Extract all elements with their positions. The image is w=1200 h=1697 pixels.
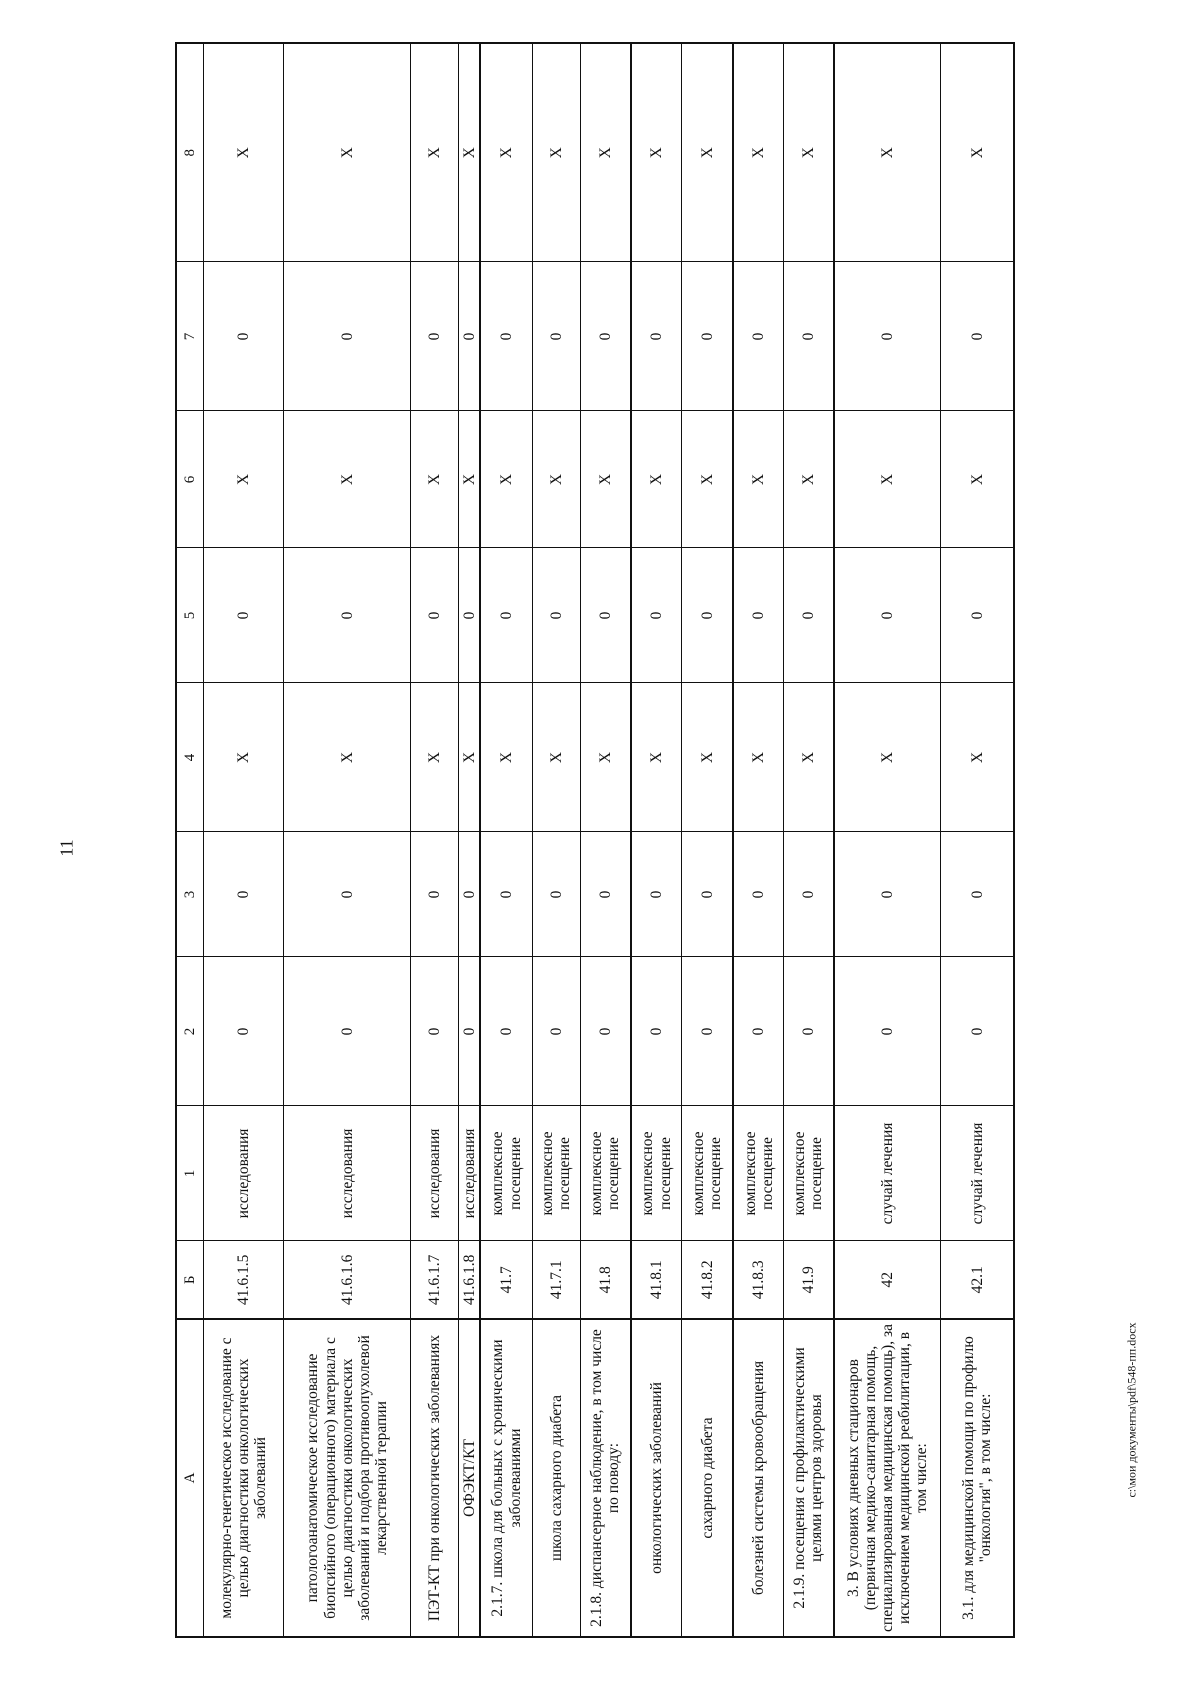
- unit-cell: исследования: [459, 1106, 480, 1241]
- value-cell-3: 0: [480, 832, 532, 957]
- code-cell: 41.8: [580, 1241, 630, 1319]
- table-row: [580, 43, 630, 1637]
- unit-cell: комплексное посещение: [783, 1106, 833, 1241]
- name-cell: болезней системы кровообращения: [733, 1319, 783, 1637]
- header-cell: 2: [176, 957, 203, 1106]
- value-cell-7: 0: [411, 262, 459, 411]
- header-cell: 3: [176, 832, 203, 957]
- value-cell-8: X: [631, 43, 682, 262]
- value-cell-4: X: [480, 683, 532, 832]
- header-cell: 4: [176, 683, 203, 832]
- page-number: 11: [56, 839, 77, 857]
- code-cell: 42: [834, 1241, 941, 1319]
- value-cell-3: 0: [941, 832, 1014, 957]
- value-cell-8: X: [283, 43, 411, 262]
- table-row: [834, 43, 941, 1637]
- value-cell-8: X: [203, 43, 283, 262]
- value-cell-4: X: [783, 683, 833, 832]
- value-cell-5: 0: [411, 548, 459, 683]
- value-cell-5: 0: [203, 548, 283, 683]
- value-cell-3: 0: [580, 832, 630, 957]
- value-cell-5: 0: [941, 548, 1014, 683]
- value-cell-3: 0: [783, 832, 833, 957]
- value-cell-6: X: [459, 411, 480, 548]
- value-cell-8: X: [682, 43, 733, 262]
- table-row: [459, 43, 480, 1637]
- data-table: [175, 42, 1015, 1638]
- value-cell-4: X: [203, 683, 283, 832]
- value-cell-4: X: [682, 683, 733, 832]
- value-cell-7: 0: [631, 262, 682, 411]
- value-cell-2: 0: [411, 957, 459, 1106]
- value-cell-4: X: [411, 683, 459, 832]
- value-cell-6: X: [682, 411, 733, 548]
- value-cell-8: X: [411, 43, 459, 262]
- header-row: [176, 43, 203, 1637]
- header-cell: 8: [176, 43, 203, 262]
- name-cell: 3. В условиях дневных стационаров (первичная медико-санитарная помощь, специализированная медицинская помощь), за исключением медицинской реабилитации, в том числе:: [834, 1319, 941, 1637]
- name-cell: школа сахарного диабета: [533, 1319, 581, 1637]
- name-cell: сахарного диабета: [682, 1319, 733, 1637]
- value-cell-2: 0: [783, 957, 833, 1106]
- value-cell-3: 0: [834, 832, 941, 957]
- value-cell-4: X: [533, 683, 581, 832]
- value-cell-6: X: [834, 411, 941, 548]
- value-cell-5: 0: [631, 548, 682, 683]
- header-cell: А: [176, 1319, 203, 1637]
- value-cell-3: 0: [411, 832, 459, 957]
- name-cell: 3.1. для медицинской помощи по профилю "онкология", в том числе:: [941, 1319, 1014, 1637]
- table-row: [283, 43, 411, 1637]
- header-cell: 7: [176, 262, 203, 411]
- value-cell-6: X: [480, 411, 532, 548]
- value-cell-5: 0: [533, 548, 581, 683]
- code-cell: 41.8.2: [682, 1241, 733, 1319]
- header-cell: 6: [176, 411, 203, 548]
- table-row: [783, 43, 833, 1637]
- value-cell-6: X: [411, 411, 459, 548]
- value-cell-7: 0: [459, 262, 480, 411]
- footer-file-path: c:\мои документы\pdf\548-пп.docx: [1124, 1322, 1139, 1498]
- value-cell-7: 0: [733, 262, 783, 411]
- value-cell-4: X: [283, 683, 411, 832]
- value-cell-2: 0: [580, 957, 630, 1106]
- value-cell-3: 0: [533, 832, 581, 957]
- value-cell-3: 0: [682, 832, 733, 957]
- unit-cell: комплексное посещение: [533, 1106, 581, 1241]
- name-cell: онкологических заболеваний: [631, 1319, 682, 1637]
- value-cell-3: 0: [283, 832, 411, 957]
- value-cell-2: 0: [631, 957, 682, 1106]
- value-cell-3: 0: [631, 832, 682, 957]
- value-cell-2: 0: [459, 957, 480, 1106]
- value-cell-6: X: [941, 411, 1014, 548]
- unit-cell: комплексное посещение: [580, 1106, 630, 1241]
- name-cell: 2.1.8. диспансерное наблюдение, в том числе по поводу:: [580, 1319, 630, 1637]
- value-cell-2: 0: [682, 957, 733, 1106]
- value-cell-6: X: [533, 411, 581, 548]
- code-cell: 41.6.1.8: [459, 1241, 480, 1319]
- rotated-table-wrapper: [175, 44, 1015, 1638]
- value-cell-2: 0: [480, 957, 532, 1106]
- value-cell-5: 0: [783, 548, 833, 683]
- value-cell-6: X: [631, 411, 682, 548]
- name-cell: патологоанатомическое исследование биопсийного (операционного) материала с целью диагностики онкологических заболеваний и подбора противоопухолевой лекарственной терапии: [283, 1319, 411, 1637]
- value-cell-8: X: [834, 43, 941, 262]
- value-cell-3: 0: [733, 832, 783, 957]
- value-cell-8: X: [941, 43, 1014, 262]
- value-cell-7: 0: [682, 262, 733, 411]
- name-cell: 2.1.9. посещения с профилактическими целями центров здоровья: [783, 1319, 833, 1637]
- unit-cell: комплексное посещение: [631, 1106, 682, 1241]
- value-cell-4: X: [580, 683, 630, 832]
- table-row: [682, 43, 733, 1637]
- value-cell-8: X: [783, 43, 833, 262]
- code-cell: 41.6.1.5: [203, 1241, 283, 1319]
- name-cell: ПЭТ-КТ при онкологических заболеваниях: [411, 1319, 459, 1637]
- value-cell-2: 0: [283, 957, 411, 1106]
- value-cell-4: X: [733, 683, 783, 832]
- value-cell-7: 0: [533, 262, 581, 411]
- value-cell-5: 0: [480, 548, 532, 683]
- table-row: [533, 43, 581, 1637]
- value-cell-8: X: [580, 43, 630, 262]
- code-cell: 42.1: [941, 1241, 1014, 1319]
- unit-cell: комплексное посещение: [682, 1106, 733, 1241]
- value-cell-5: 0: [459, 548, 480, 683]
- value-cell-3: 0: [203, 832, 283, 957]
- table-row: [411, 43, 459, 1637]
- value-cell-6: X: [783, 411, 833, 548]
- value-cell-6: X: [580, 411, 630, 548]
- unit-cell: исследования: [203, 1106, 283, 1241]
- value-cell-6: X: [283, 411, 411, 548]
- value-cell-2: 0: [834, 957, 941, 1106]
- code-cell: 41.7: [480, 1241, 532, 1319]
- value-cell-7: 0: [580, 262, 630, 411]
- value-cell-4: X: [459, 683, 480, 832]
- value-cell-7: 0: [283, 262, 411, 411]
- value-cell-4: X: [834, 683, 941, 832]
- unit-cell: исследования: [283, 1106, 411, 1241]
- value-cell-5: 0: [733, 548, 783, 683]
- name-cell: 2.1.7. школа для больных с хроническими заболеваниями: [480, 1319, 532, 1637]
- value-cell-6: X: [733, 411, 783, 548]
- table-row: [631, 43, 682, 1637]
- name-cell: ОФЭКТ/КТ: [459, 1319, 480, 1637]
- value-cell-8: X: [459, 43, 480, 262]
- value-cell-5: 0: [580, 548, 630, 683]
- value-cell-7: 0: [783, 262, 833, 411]
- name-cell: молекулярно-генетическое исследование с целью диагностики онкологических заболеваний: [203, 1319, 283, 1637]
- value-cell-3: 0: [459, 832, 480, 957]
- value-cell-8: X: [733, 43, 783, 262]
- value-cell-7: 0: [480, 262, 532, 411]
- unit-cell: комплексное посещение: [480, 1106, 532, 1241]
- value-cell-2: 0: [941, 957, 1014, 1106]
- value-cell-4: X: [941, 683, 1014, 832]
- table-row: [941, 43, 1014, 1637]
- code-cell: 41.8.1: [631, 1241, 682, 1319]
- header-cell: 5: [176, 548, 203, 683]
- table-row: [733, 43, 783, 1637]
- value-cell-4: X: [631, 683, 682, 832]
- code-cell: 41.8.3: [733, 1241, 783, 1319]
- value-cell-6: X: [203, 411, 283, 548]
- value-cell-2: 0: [203, 957, 283, 1106]
- value-cell-5: 0: [283, 548, 411, 683]
- table-row: [203, 43, 283, 1637]
- value-cell-5: 0: [682, 548, 733, 683]
- value-cell-8: X: [480, 43, 532, 262]
- value-cell-2: 0: [533, 957, 581, 1106]
- code-cell: 41.7.1: [533, 1241, 581, 1319]
- code-cell: 41.6.1.6: [283, 1241, 411, 1319]
- code-cell: 41.6.1.7: [411, 1241, 459, 1319]
- unit-cell: случай лечения: [941, 1106, 1014, 1241]
- value-cell-7: 0: [941, 262, 1014, 411]
- value-cell-8: X: [533, 43, 581, 262]
- unit-cell: исследования: [411, 1106, 459, 1241]
- value-cell-2: 0: [733, 957, 783, 1106]
- unit-cell: комплексное посещение: [733, 1106, 783, 1241]
- code-cell: 41.9: [783, 1241, 833, 1319]
- value-cell-7: 0: [834, 262, 941, 411]
- header-cell: Б: [176, 1241, 203, 1319]
- value-cell-5: 0: [834, 548, 941, 683]
- header-cell: 1: [176, 1106, 203, 1241]
- unit-cell: случай лечения: [834, 1106, 941, 1241]
- value-cell-7: 0: [203, 262, 283, 411]
- table-row: [480, 43, 532, 1637]
